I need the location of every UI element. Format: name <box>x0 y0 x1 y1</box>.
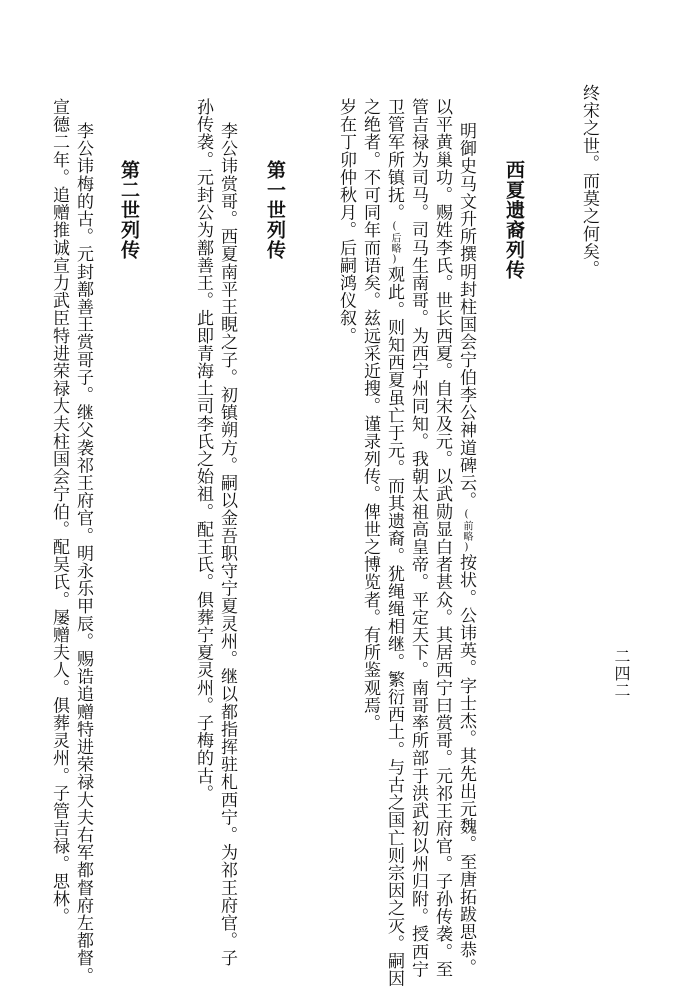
section-line-1 <box>457 122 474 976</box>
gen2-line-1: 李公讳梅的古。元封鄯善王赏哥子。继父袭祁王府官。明永乐甲辰。赐诰追赠特进荣禄大夫右军都督府左都督。 <box>73 122 93 985</box>
section-line-1-note: (前略) <box>461 509 472 554</box>
section-line-6: 岁在丁卯仲秋月。后嗣鸿仪叙。 <box>336 98 356 345</box>
section-line-3: 管吉禄为司马。司马生南哥。为西宁州同知。我朝太祖高皇帝。平定天下。南哥率所部于洪武初以州归附。授西宁 <box>408 98 428 978</box>
section-line-4-tail: 观此。则知西夏虽亡于元。而其遗裔。犹绳绳相继。繁衍西土。与古之国亡则宗因之灭。嗣因 <box>384 265 404 988</box>
section-line-2: 以平黄巢功。赐姓李氏。世长西夏。自宋及元。以武勋显白者甚众。其居西宁曰赏哥。元祁王府官。子孙传袭。至 <box>432 98 452 978</box>
gen2-line-2: 宣德二年。追赠推诚宣力武臣特进荣禄大夫柱国会宁伯。配吴氏。屡赠夫人。俱葬灵州。子管吉禄。思林。 <box>49 98 69 926</box>
section-line-1-tail: 按状。公讳英。字士杰。其先出元魏。至唐拓跋思恭。 <box>456 553 476 977</box>
section-line-4-text: 卫管军所镇抚。 <box>384 98 404 222</box>
section-line-1-text: 明御史马文升所撰明封柱国会宁伯李公神道碑云。 <box>456 122 476 510</box>
section-line-4 <box>385 98 402 987</box>
gen2-title: 第二世列传 <box>118 160 140 260</box>
gen1-line-1: 李公讳赏哥。西夏南平王睍之子。初镇朔方。嗣以金吾职守宁夏灵州。继以都指挥驻札西宁。为祁王府官。子 <box>217 122 237 967</box>
intro-line: 终宋之世。而莫之何矣。 <box>579 84 599 278</box>
gen1-line-2: 孙传袭。元封公为鄯善王。此即青海土司李氏之始祖。配王氏。俱葬宁夏灵州。子梅的古。 <box>193 98 213 802</box>
page-number: 二四二 <box>612 648 631 699</box>
section-line-5: 之绝者。不可同年而语矣。兹远采近搜。谨录列传。俾世之博览者。有所鉴观焉。 <box>360 98 380 732</box>
section-line-4-note: (后略) <box>389 221 400 266</box>
section-title: 西夏遗裔列传 <box>503 160 525 280</box>
gen1-title: 第一世列传 <box>264 160 286 260</box>
